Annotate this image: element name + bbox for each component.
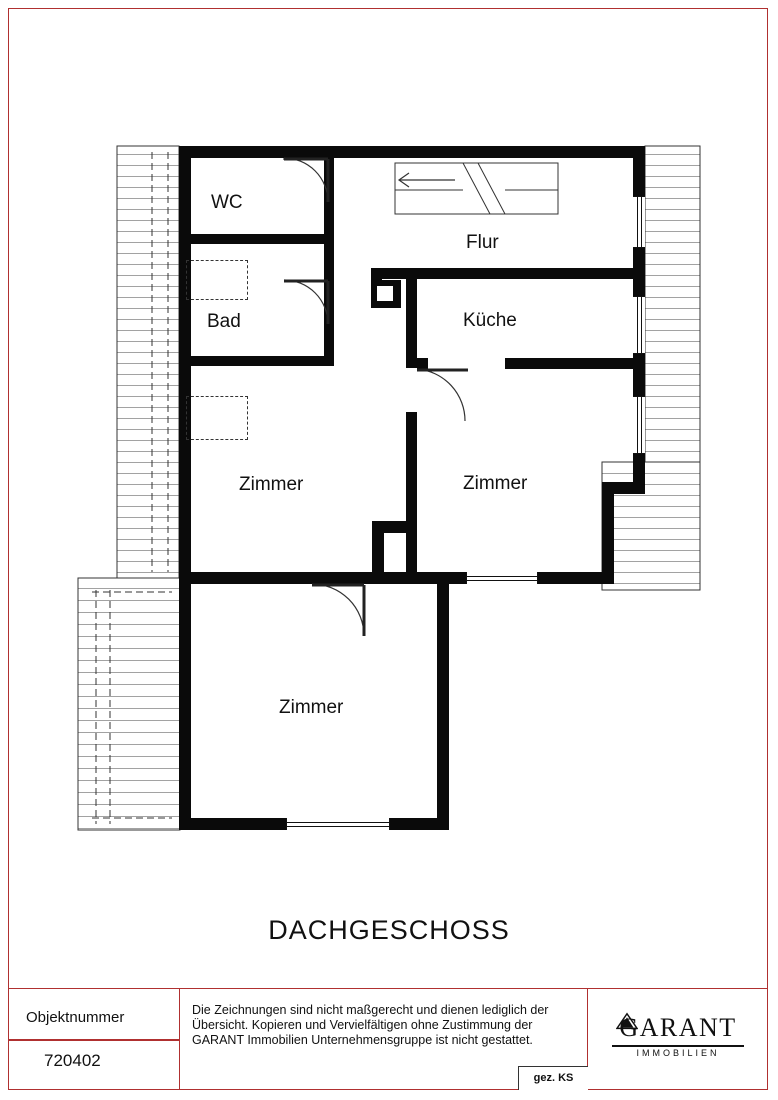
room-label-zimmer-2: Zimmer	[463, 473, 528, 494]
room-label-bad: Bad	[207, 311, 241, 332]
object-number-divider	[8, 1039, 180, 1041]
logo-brand-sub: IMMOBILIEN	[636, 1048, 720, 1058]
room-label-kueche: Küche	[463, 310, 517, 331]
room-label-flur: Flur	[466, 232, 499, 253]
room-label-zimmer-1: Zimmer	[239, 474, 304, 495]
legal-notice-text: Die Zeichnungen sind nicht maßgerecht und dienen lediglich der Übersicht. Kopieren und Vervielfältigen ohne Zustimmung der GARANT Immobilien Unternehmensgruppe ist nicht gestattet.	[192, 1003, 549, 1047]
fixture-outline-zimmer1	[186, 396, 248, 440]
room-label-wc: WC	[211, 192, 243, 213]
object-number-label: Objektnummer	[26, 1009, 125, 1026]
signature-box: gez. KS	[518, 1066, 588, 1090]
room-label-zimmer-3: Zimmer	[279, 697, 344, 718]
object-number-cell	[8, 989, 180, 1090]
logo-brand-name: GARANT	[619, 1013, 737, 1042]
fixture-outline-bad	[186, 260, 248, 300]
logo-rule	[612, 1045, 744, 1047]
logo-cell	[588, 989, 768, 1090]
object-number-value: 720402	[44, 1051, 101, 1070]
floor-title: DACHGESCHOSS	[268, 915, 510, 945]
legal-notice-cell	[180, 989, 588, 1090]
title-block	[8, 988, 768, 1090]
